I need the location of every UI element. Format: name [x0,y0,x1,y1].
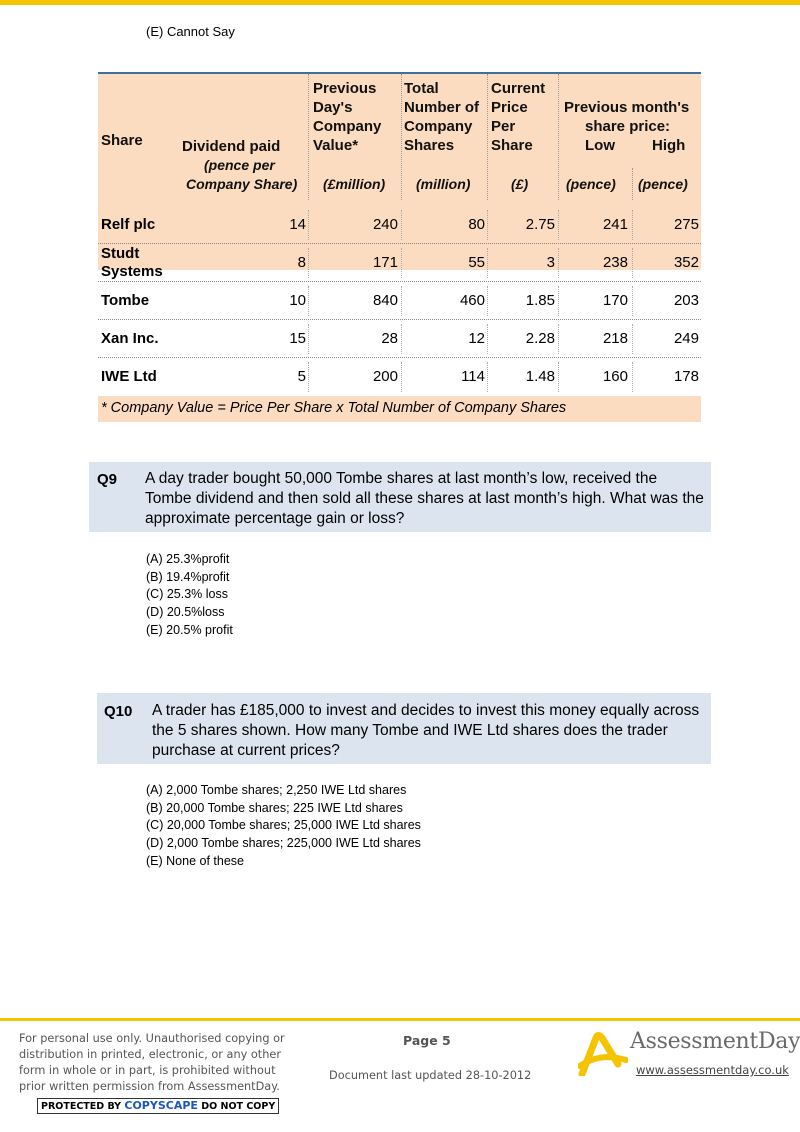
cell-dividend: 8 [297,254,306,271]
cell-divider [558,210,559,240]
header-value-line-2: Day's [313,99,353,116]
header-high-unit: (pence) [638,176,688,192]
cell-divider [401,210,402,240]
question-text: A day trader bought 50,000 Tombe shares at last month’s low, received the Tombe dividend and then sold all these shares at last month’s high. What was the approximate percentage gain or loss? [145,470,704,527]
cell-total-shares: 80 [468,216,485,233]
cell-high: 352 [673,254,699,271]
cell-company-value: 840 [372,292,398,309]
cell-divider [401,324,402,354]
cell-company-value: 171 [372,254,398,271]
cell-low: 238 [602,254,628,271]
cell-total-shares: 460 [459,292,485,309]
cell-divider [401,248,402,278]
copyscape-brand: COPYSCAPE [124,1099,198,1112]
cell-dividend: 10 [289,292,306,309]
cell-high: 203 [673,292,699,309]
cell-divider [558,362,559,392]
cell-total-shares: 55 [468,254,485,271]
cell-divider [487,248,488,278]
brand-url-link[interactable]: www.assessmentday.co.uk [636,1063,789,1077]
answer-option-e[interactable]: (E) None of these [146,853,244,868]
header-shares-line-1: Total [404,80,439,97]
cell-divider [308,210,309,240]
copyscape-post: DO NOT COPY [197,1101,276,1112]
answer-option-c[interactable]: (C) 25.3% loss [146,587,228,602]
notice-line: form in whole or in part, is prohibited without [19,1064,276,1077]
share-name: Relf plc [101,215,156,233]
cell-company-value: 240 [372,216,398,233]
table-row [98,244,701,282]
question-number: Q10 [104,703,133,720]
answer-option-b[interactable]: (B) 19.4%profit [146,569,230,584]
header-divider [632,168,633,200]
cell-company-value: 28 [381,330,398,347]
table-footnote [98,396,701,422]
cell-divider [632,248,633,278]
cell-divider [487,210,488,240]
header-shares-unit: (million) [416,176,471,192]
header-divider [401,74,402,200]
assessmentday-logo-icon [578,1030,628,1076]
cell-divider [632,324,633,354]
header-price-unit: (£) [511,176,529,192]
answer-option-d[interactable]: (D) 2,000 Tombe shares; 225,000 IWE Ltd shares [146,836,421,851]
copyscape-badge[interactable] [37,1098,279,1114]
table-row [98,358,701,395]
share-name: Xan Inc. [101,329,159,347]
header-value-line-4: Value* [313,137,359,154]
cell-divider [401,362,402,392]
cell-divider [308,362,309,392]
cell-high: 249 [673,330,699,347]
cell-total-shares: 114 [461,368,485,385]
cell-current-price: 2.28 [525,330,555,347]
brand-name: AssessmentDay [630,1029,800,1054]
header-value-line-3: Company [313,118,382,135]
header-high: High [652,137,686,154]
header-share: Share [101,132,143,149]
answer-option-b[interactable]: (B) 20,000 Tombe shares; 225 IWE Ltd shares [146,800,403,815]
header-divider [558,74,559,200]
header-prev-month-line-1: Previous month's [564,99,690,116]
cell-high: 275 [673,216,699,233]
table-row [98,282,701,320]
question-9-band [89,462,711,532]
share-name: Tombe [101,291,150,309]
question-10-band [97,693,711,764]
share-table [98,72,701,422]
table-row [98,320,701,358]
header-low: Low [585,137,615,154]
cell-divider [308,248,309,278]
copyright-notice [19,1031,289,1095]
cell-dividend: 15 [289,330,306,347]
cell-current-price: 1.48 [525,368,555,385]
table-row [98,206,701,244]
header-prev-month-line-2: share price: [585,118,671,135]
cell-total-shares: 12 [468,330,485,347]
cell-low: 170 [602,292,628,309]
answer-option-a[interactable]: (A) 25.3%profit [146,552,230,566]
share-name: IWE Ltd [101,367,157,385]
header-value-unit: (£million) [323,176,386,192]
header-dividend-line-1: Dividend paid [182,138,281,155]
cell-dividend: 14 [289,216,306,233]
header-shares-line-3: Company [404,118,473,135]
share-name: Studt Systems [101,244,163,280]
cell-divider [487,324,488,354]
cell-current-price: 3 [546,254,555,271]
cell-divider [558,286,559,316]
footnote-text: * Company Value = Price Per Share x Total Number of Company Shares [101,400,567,416]
top-accent-bar [0,0,800,5]
header-shares-line-2: Number of [404,99,479,116]
answer-option-d[interactable]: (D) 20.5%loss [146,605,225,620]
notice-line: prior written permission from AssessmentDay. [19,1080,280,1093]
header-divider [487,74,488,200]
cell-high: 178 [673,368,699,385]
previous-answer-option: (E) Cannot Say [146,24,235,39]
header-divider [308,74,309,200]
question-9-options [146,551,233,640]
notice-line: For personal use only. Unauthorised copying or [19,1032,285,1045]
cell-low: 218 [602,330,628,347]
header-price-line-1: Current [491,80,546,97]
table-body [98,206,701,385]
cell-divider [632,210,633,240]
cell-divider [487,286,488,316]
header-value-line-1: Previous [313,80,377,97]
cell-divider [558,324,559,354]
copyscape-pre: PROTECTED BY [41,1101,125,1112]
answer-option-e[interactable]: (E) 20.5% profit [146,622,233,637]
cell-divider [308,324,309,354]
cell-current-price: 2.75 [525,216,555,233]
footer-accent-bar [0,1018,800,1021]
cell-company-value: 200 [372,368,398,385]
header-dividend-line-3: Company Share) [186,176,298,192]
cell-divider [308,286,309,316]
header-shares-line-4: Shares [404,137,455,154]
header-price-line-2: Price [491,99,528,116]
cell-divider [632,362,633,392]
page-number: Page 5 [403,1033,451,1048]
question-text: A trader has £185,000 to invest and decides to invest this money equally across the 5 shares shown. How many Tombe and IWE Ltd shares does the trader purchase at current prices? [152,702,700,759]
answer-option-c[interactable]: (C) 20,000 Tombe shares; 25,000 IWE Ltd shares [146,818,421,833]
cell-low: 160 [602,368,628,385]
cell-current-price: 1.85 [525,292,555,309]
cell-divider [632,286,633,316]
notice-line: distribution in printed, electronic, or any other [19,1048,281,1061]
header-low-unit: (pence) [566,176,616,192]
header-dividend-line-2: (pence per [204,157,275,173]
cell-divider [401,286,402,316]
answer-option-a[interactable]: (A) 2,000 Tombe shares; 2,250 IWE Ltd shares [146,783,407,797]
cell-dividend: 5 [297,368,306,385]
cell-divider [558,248,559,278]
cell-divider [487,362,488,392]
header-price-line-4: Share [491,137,533,154]
last-updated: Document last updated 28-10-2012 [329,1069,532,1082]
cell-low: 241 [602,216,628,233]
question-10-options [146,782,421,871]
question-number: Q9 [97,471,118,488]
header-price-line-3: Per [491,118,516,135]
